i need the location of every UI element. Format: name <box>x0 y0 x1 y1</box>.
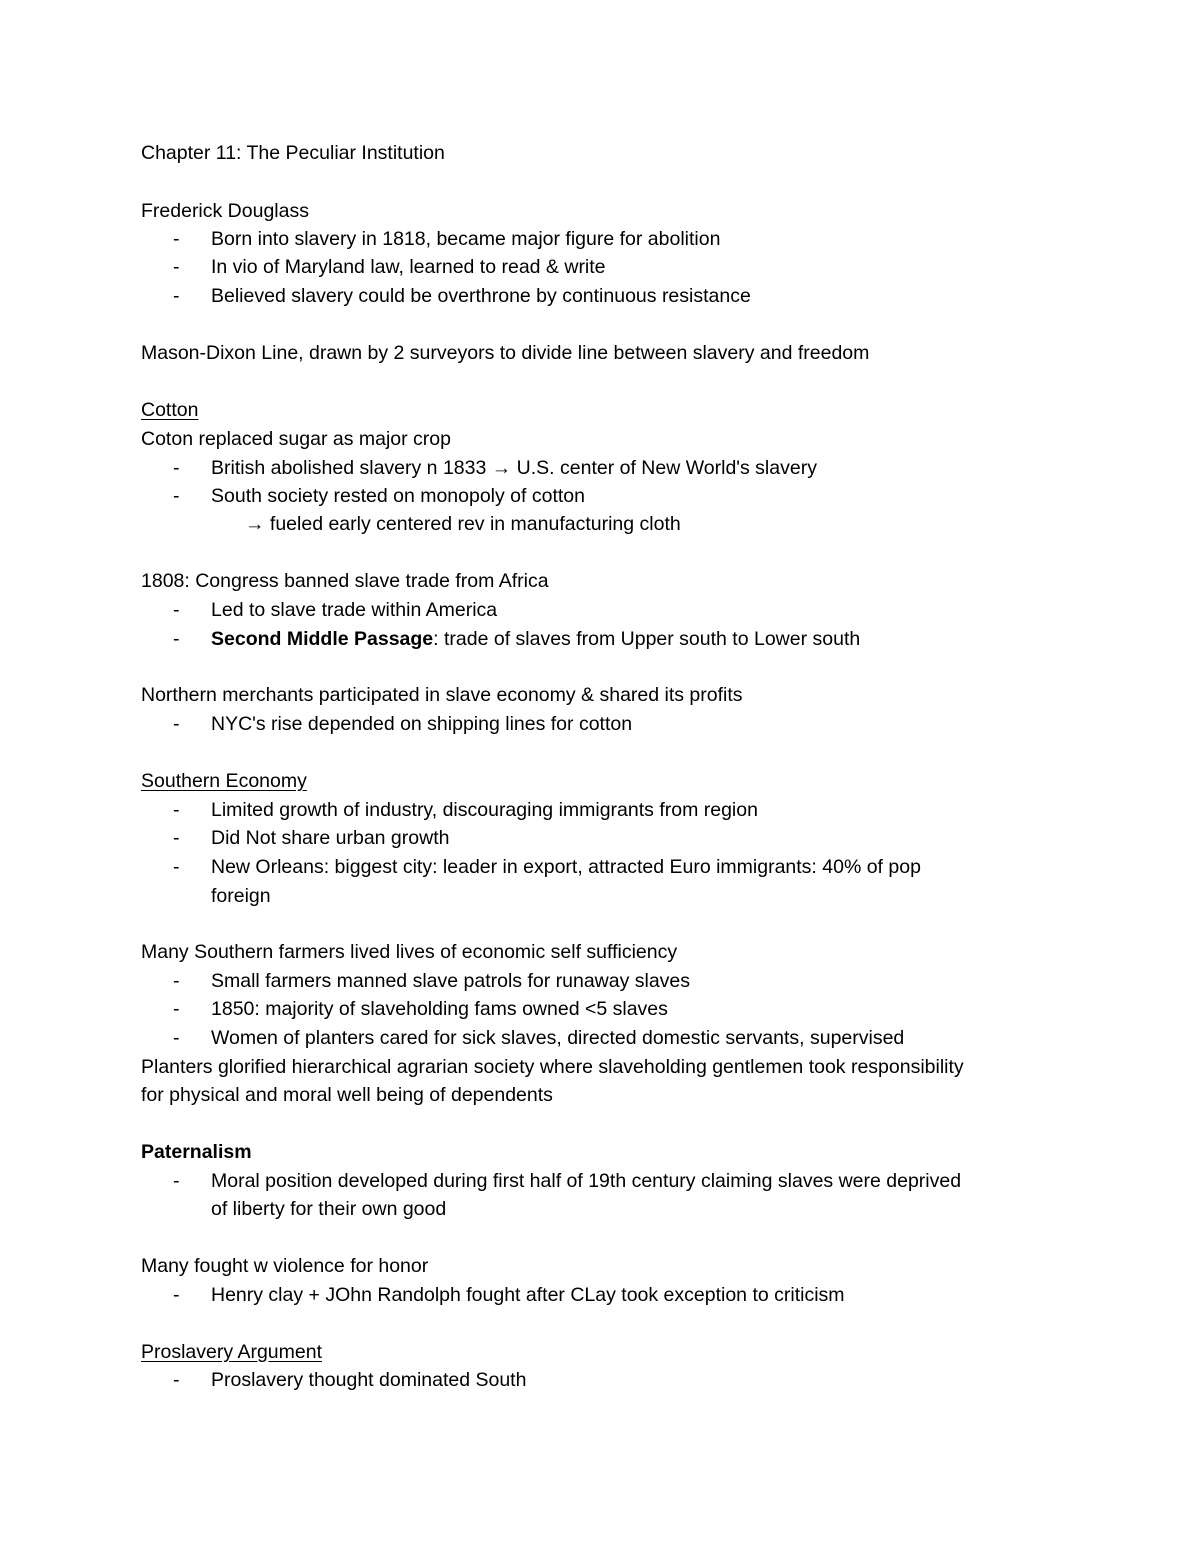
bullet-dash: - <box>173 713 180 735</box>
list-item-continuation: foreign <box>211 885 271 907</box>
bullet-dash: - <box>173 998 180 1020</box>
paragraph-honor-intro: Many fought w violence for honor <box>141 1255 429 1277</box>
bullet-dash: - <box>173 1170 180 1192</box>
section-heading-proslavery: Proslavery Argument <box>141 1341 322 1363</box>
list-item: In vio of Maryland law, learned to read & write <box>211 256 606 278</box>
bullet-dash: - <box>173 856 180 878</box>
bullet-dash: - <box>173 285 180 307</box>
bullet-dash: - <box>173 1284 180 1306</box>
page-title: Chapter 11: The Peculiar Institution <box>141 142 445 164</box>
list-item: New Orleans: biggest city: leader in export, attracted Euro immigrants: 40% of pop <box>211 856 921 878</box>
bullet-dash: - <box>173 970 180 992</box>
bullet-dash: - <box>173 599 180 621</box>
section-heading-douglass: Frederick Douglass <box>141 200 309 222</box>
list-item <box>211 625 860 653</box>
bullet-dash: - <box>173 827 180 849</box>
section-heading-paternalism: Paternalism <box>141 1141 252 1163</box>
list-item: Proslavery thought dominated South <box>211 1369 527 1391</box>
list-item: Believed slavery could be overthrone by continuous resistance <box>211 285 751 307</box>
section-heading-cotton: Cotton <box>141 399 199 421</box>
bullet-dash: - <box>173 799 180 821</box>
paragraph-cotton-intro: Coton replaced sugar as major crop <box>141 428 451 450</box>
list-item: British abolished slavery n 1833 → U.S. center of New World's slavery <box>211 457 817 479</box>
list-item: NYC's rise depended on shipping lines for cotton <box>211 713 633 735</box>
paragraph-mason-dixon: Mason-Dixon Line, drawn by 2 surveyors to divide line between slavery and freedom <box>141 342 870 364</box>
bullet-dash: - <box>173 628 180 650</box>
sub-list-item: → fueled early centered rev in manufacturing cloth <box>245 513 681 535</box>
bullet-dash: - <box>173 1369 180 1391</box>
bullet-dash: - <box>173 457 180 479</box>
list-item-continuation: of liberty for their own good <box>211 1198 447 1220</box>
paragraph-planters-cont: for physical and moral well being of dependents <box>141 1084 553 1106</box>
section-heading-southern-economy: Southern Economy <box>141 770 307 792</box>
list-item: 1850: majority of slaveholding fams owned <5 slaves <box>211 998 668 1020</box>
bold-term: Second Middle Passage <box>211 628 434 650</box>
bullet-dash: - <box>173 1027 180 1049</box>
paragraph-farmers-intro: Many Southern farmers lived lives of economic self sufficiency <box>141 941 678 963</box>
list-item: Small farmers manned slave patrols for runaway slaves <box>211 970 691 992</box>
bullet-dash: - <box>173 228 180 250</box>
list-item: Henry clay + JOhn Randolph fought after CLay took exception to criticism <box>211 1284 845 1306</box>
paragraph-planters: Planters glorified hierarchical agrarian society where slaveholding gentlemen took responsibility <box>141 1056 964 1078</box>
paragraph-trade-intro: 1808: Congress banned slave trade from Africa <box>141 570 549 592</box>
list-item: Limited growth of industry, discouraging immigrants from region <box>211 799 758 821</box>
list-item: South society rested on monopoly of cotton <box>211 485 585 507</box>
paragraph-northern-intro: Northern merchants participated in slave economy & shared its profits <box>141 684 743 706</box>
list-item: Did Not share urban growth <box>211 827 450 849</box>
list-item: Moral position developed during first half of 19th century claiming slaves were deprived <box>211 1170 962 1192</box>
term-definition: : trade of slaves from Upper south to Lower south <box>433 628 861 650</box>
bullet-dash: - <box>173 256 180 278</box>
bullet-dash: - <box>173 485 180 507</box>
list-item: Women of planters cared for sick slaves, directed domestic servants, supervised <box>211 1027 905 1049</box>
list-item: Born into slavery in 1818, became major figure for abolition <box>211 228 721 250</box>
list-item: Led to slave trade within America <box>211 599 498 621</box>
